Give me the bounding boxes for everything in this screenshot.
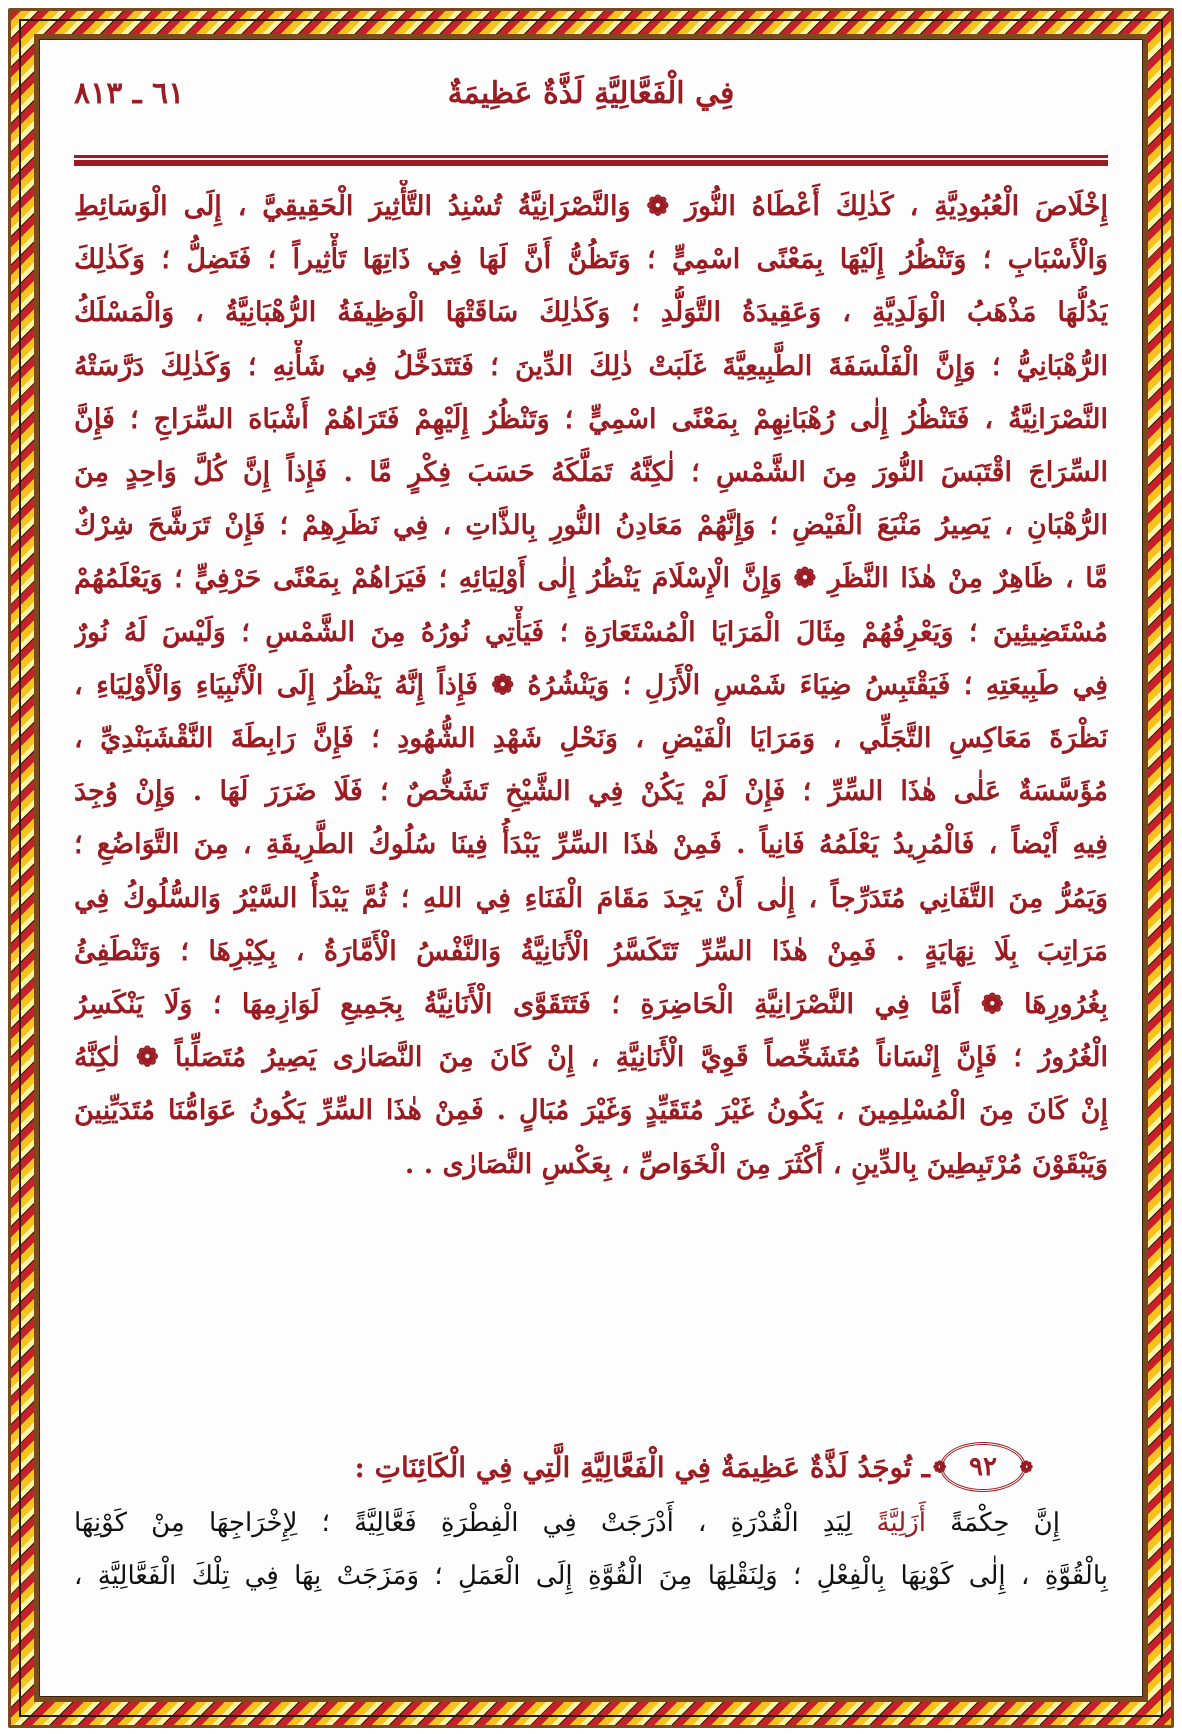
text-line: إِنْ كَانَ مِنَ الْمُسْلِمِينَ ، يَكُونُ غَيْرَ مُتَقَيِّدٍ وَغَيْرَ مُبَالٍ . فَمِنْ هٰذَا السِّرِّ يَكُونُ عَوَامُّنَا مُتَدَيِّنِينَ	[74, 1095, 1108, 1127]
text-run: إِنَّ حِكْمَةً	[925, 1508, 1060, 1538]
text-line: مَرَاتِبَ بِلَا نِهَايَةٍ . فَمِنْ هٰذَا السِّرِّ تَتَكَسَّرُ الْأَنَانِيَّةُ وَالنَّفْسُ الْأَمَّارَةُ ، بِكِبْرِهَا ؛ وَتَنْطَفِئُ	[74, 935, 1108, 967]
text-line: فِي طَبِيعَتِهِ ؛ فَيَقْتَبِسُ ضِيَاءَ شَمْسِ الْأَزَلِ ؛ وَيَنْشُرُهُ ❁ فَإِذاً إِنَّهُ يَنْظُرُ إِلَى الْأَنْبِيَاءِ وَالْأَوْلِيَاءِ ،	[74, 669, 1108, 701]
text-line: بِغُرُورِهَا ❁ أَمَّا فِي النَّصْرَانِيَّةِ الْحَاضِرَةِ ؛ فَتَتَقَوَّى الْأَنَانِيَّةُ بِجَمِيعِ لَوَازِمِهَا ؛ وَلَا يَنْكَسِرُ	[74, 989, 1108, 1021]
section-number-badge	[940, 1442, 1026, 1492]
text-line: الرُّهْبَانِيُّ ؛ وَإِنَّ الْفَلْسَفَةَ الطَّبِيعِيَّةَ غَلَبَتْ ذٰلِكَ الدِّينَ ؛ فَتَتَدَخَّلُ فِي شَأْنِهِ ؛ وَكَذٰلِكَ دَرَّسَتْهُ	[74, 350, 1108, 382]
text-line: إِخْلَاصَ الْعُبُودِيَّةِ ، كَذٰلِكَ أَعْطَاهُ النُّورَ ❁ وَالنَّصْرَانِيَّةُ تُسْنِدُ التَّأْثِيرَ الْحَقِيقِيَّ ، إِلَى الْوَسَائِطِ	[74, 191, 1108, 222]
text-line	[74, 1497, 1108, 1550]
text-line: مَّا ، ظَاهِرٌ مِنْ هٰذَا النَّظَرِ ❁ وَإِنَّ الْإِسْلَامَ يَنْظُرُ إِلٰى أَوْلِيَائِهِ ؛ فَيَرَاهُمْ بِمَعْنًى حَرْفِيٍّ ؛ وَيَعْلَمُهُمْ	[74, 563, 1108, 595]
text-run: لِيَدِ الْقُدْرَةِ ، أَدْرَجَتْ فِي الْفِطْرَةِ فَعَّالِيَّةً ؛ لِإِخْرَاجِهَا مِنْ كَوْنِهَا	[74, 1508, 877, 1538]
section-dash: ـ	[921, 1450, 930, 1484]
text-line: مُؤَسَّسَةٌ عَلٰى هٰذَا السِّرِّ ؛ فَإِنْ لَمْ يَكُنْ فِي الشَّيْخِ تَشَخُّصٌ ؛ فَلَا ضَرَرَ لَهَا . وَإِنْ وُجِدَ	[74, 776, 1108, 808]
text-line: وَالْأَسْبَابِ ؛ وَتَنْظُرُ إِلَيْهَا بِمَعْنًى اسْمِيٍّ ؛ وَتَظُنُّ أَنَّ لَهَا فِي ذَاتِهَا تَأْثِيراً ؛ فَتَضِلُّ ؛ وَكَذٰلِكَ	[74, 244, 1108, 276]
book-page	[60, 60, 1122, 1676]
text-line: يَدُلُّهَا مَذْهَبُ الْوَلَدِيَّةِ ، وَعَقِيدَةُ التَّوَلُّدِ ؛ وَكَذٰلِكَ سَاقَتْهَا الْوَظِيفَةُ الرُّهْبَانِيَّةُ ، وَالْمَسْلَكُ	[74, 297, 1108, 329]
header-title: فِي الْفَعَّالِيَّةِ لَذَّةٌ عَظِيمَةٌ	[447, 76, 735, 111]
header-page-reference: ٦١ ـ ٨١٣	[74, 76, 185, 111]
text-line: الْغُرُورُ ؛ فَإِنَّ إِنْسَاناً مُتَشَخِّصاً قَوِيَّ الْأَنَانِيَّةِ ، إِنْ كَانَ مِنَ النَّصَارٰى يَصِيرُ مُتَصَلِّباً ❁ لٰكِنَّهُ	[74, 1042, 1108, 1074]
text-line: وَيَبْقَوْنَ مُرْتَبِطِينَ بِالدِّينِ ، أَكْثَرَ مِنَ الْخَوَاصِّ ، بِعَكْسِ النَّصَارٰى . .	[404, 1148, 1108, 1180]
text-line: فِيهِ أَيْضاً ، فَالْمُرِيدُ يَعْلَمُهُ فَانِياً . فَمِنْ هٰذَا السِّرِّ يَبْدَأُ فِينَا سُلُوكُ الطَّرِيقَةِ ، مِنَ التَّوَاضُعِ ؛	[74, 829, 1108, 861]
section-heading	[355, 1442, 1027, 1492]
running-header	[74, 74, 1108, 138]
section-number: ❁ ٩٢	[969, 1452, 997, 1482]
section-paragraph	[74, 1497, 1108, 1603]
text-line: النَّصْرَانِيَّةُ ، فَتَنْظُرُ إِلٰى رُهْبَانِهِمْ بِمَعْنًى اسْمِيٍّ ؛ وَتَنْظُرُ إِلَيْهِمْ فَتَرَاهُمْ أَشْبَاهَ السِّرَاجِ ؛ فَإِنَّ	[74, 403, 1108, 435]
text-line: السِّرَاجَ اقْتَبَسَ النُّورَ مِنَ الشَّمْسِ ؛ لٰكِنَّهُ تَمَلَّكَهُ حَسَبَ فِكْرٍ مَّا . فَإِذاً إِنَّ كُلَّ وَاحِدٍ مِنَ	[74, 457, 1108, 489]
section-heading-text: تُوجَدُ لَذَّةٌ عَظِيمَةٌ فِي الْفَعَّالِيَّةِ الَّتِي فِي الْكَائِنَاتِ :	[354, 1450, 912, 1484]
text-line: وَيَمُرُّ مِنَ التَّفَانِي مُتَدَرِّجاً ، إِلٰى أَنْ يَجِدَ مَقَامَ الْفَنَاءِ فِي اللهِ ؛ ثُمَّ يَبْدَأُ السَّيْرُ وَالسُّلُوكُ فِي	[74, 882, 1108, 914]
text-line: مُسْتَضِيئِينَ ؛ وَيَعْرِفُهُمْ مِثَالَ الْمَرَايَا الْمُسْتَعَارَةِ ؛ فَيَأْتِي نُورُهُ مِنَ الشَّمْسِ ؛ وَلَيْسَ لَهُ نُورٌ	[74, 616, 1108, 648]
highlighted-term: أَزَلِيَّةً	[876, 1508, 926, 1538]
text-line: بِالْقُوَّةِ ، إِلٰى كَوْنِهَا بِالْفِعْلِ ؛ وَلِنَقْلِهَا مِنَ الْقُوَّةِ إِلَى الْعَمَلِ ؛ وَمَزَجَتْ بِهَا فِي تِلْكَ الْفَعَّالِيَّةِ ،	[74, 1561, 1108, 1591]
text-line: الرُّهْبَانِ ، يَصِيرُ مَنْبَعَ الْفَيْضِ ؛ وَإِنَّهُمْ مَعَادِنُ النُّورِ بِالذَّاتِ ، فِي نَظَرِهِمْ ؛ فَإِنْ تَرَشَّحَ شِرْكٌ	[74, 510, 1108, 542]
main-text-block	[74, 180, 1108, 1191]
text-line: نَظْرَةَ مَعَاكِسِ التَّجَلِّي ، وَمَرَايَا الْفَيْضِ ، وَنَحْلِ شَهْدِ الشُّهُودِ ؛ فَإِنَّ رَابِطَةَ النَّقْشَبَنْدِيِّ ،	[74, 723, 1108, 755]
header-double-rule	[74, 155, 1108, 166]
